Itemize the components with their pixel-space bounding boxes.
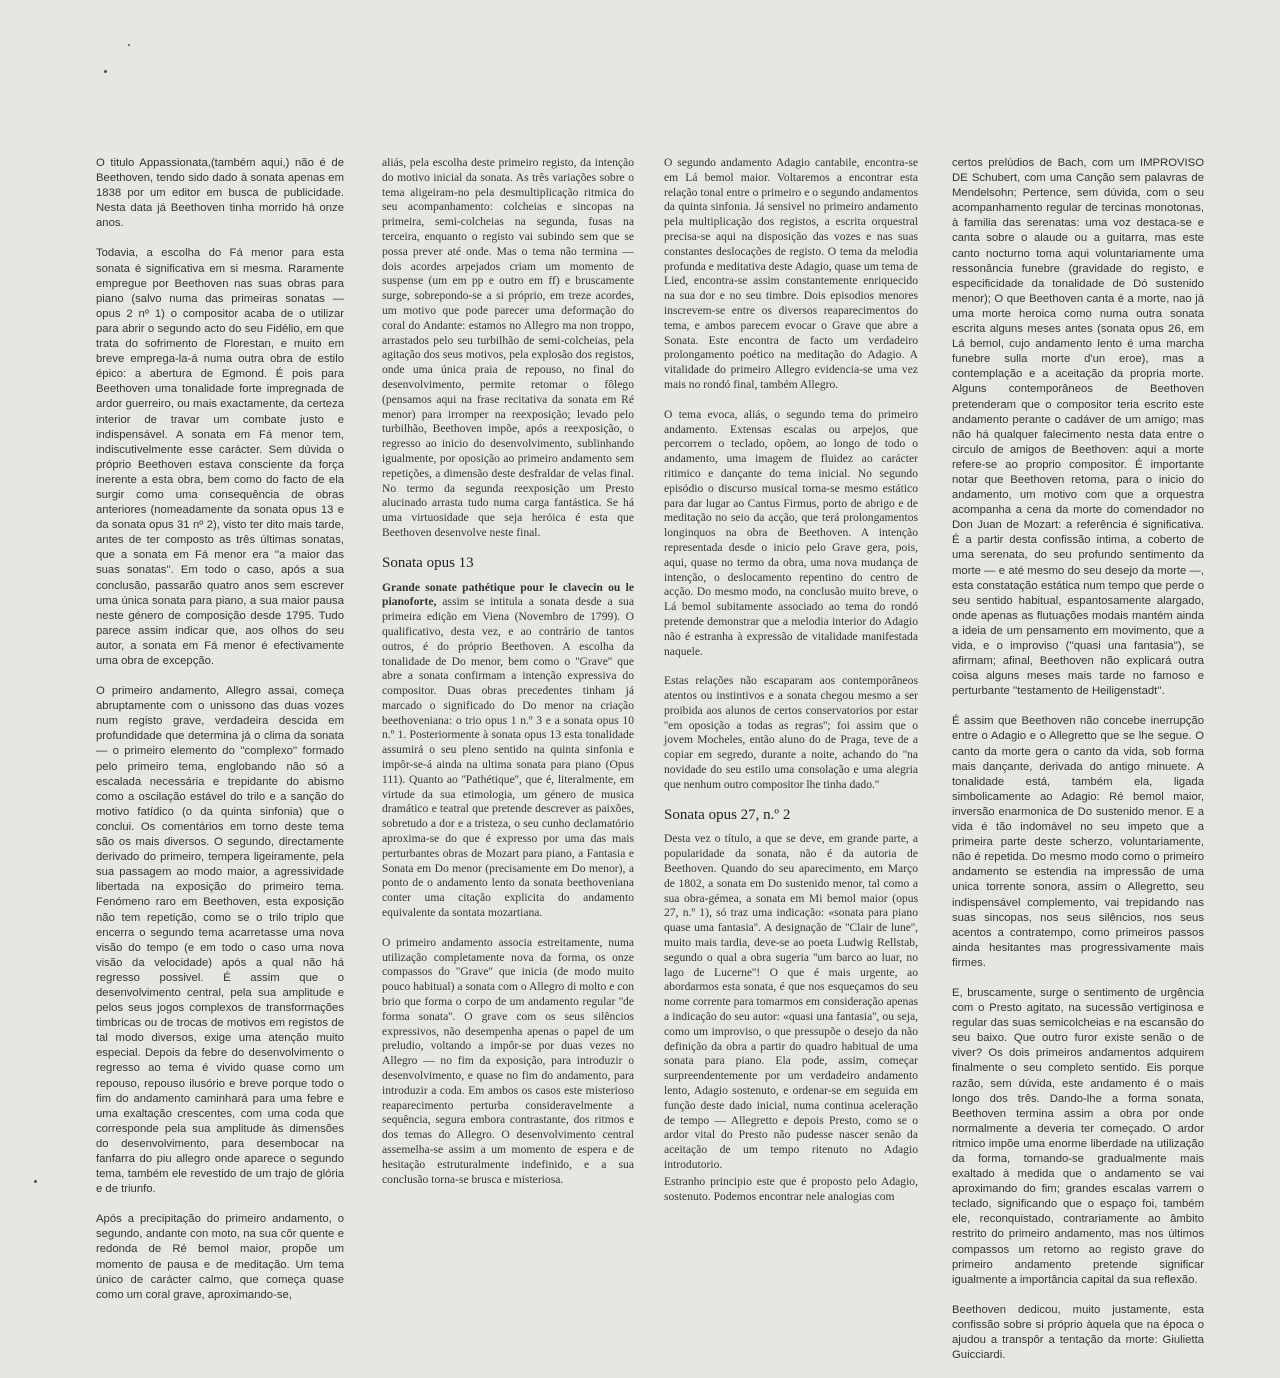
text-column-3 [664, 156, 918, 1219]
paragraph: E, bruscamente, surge o sentimento de urgência com o Presto agitato, na sucessão vertiginosa e regular das suas semicolcheias e na escansão do seu baixo. Que outro furor existe senão o de viver? Os dois primeiros andamentos adquirem finalmente o seu completo sentido. Eis porque razão, sem dúvida, este andamento é o mais longo dos três. Dando-lhe a forma sonata, Beethoven termina assim a obra por onde normalmente a deveria ter começado. O ardor ritmico impõe uma enorme liberdade na utilização da forma, tornando-se gradualmente mais exaltado à medida que o andamento se vai aproximando do fim; grandes escalas varrem o teclado, significando que o espaço foi, também ele, reconquistado, contrariamente ao âmbito restrito do primeiro andamento, mas nos últimos compassos um retorno ao registo grave do primeiro andamento pretende significar igualmente a importância capital da sua reflexão. [952, 986, 1204, 1286]
text-column-1 [96, 156, 344, 1318]
paragraph: certos prelúdios de Bach, com um IMPROVISO DE Schubert, com uma Canção sem palavras de Mendelsohn; Pertence, sem dúvida, com o seu acompanhamento regular de tercinas monotonas, à familia das serenatas: uma voz destaca-se e canta sobre o alaude ou a guitarra, mas este canto nocturno toma aqui voluntariamente uma ressonância funebre (gravidade do registo, e especificidade da tonalidade de Dó sustenido menor); O que Beethoven canta é a morte, nao já uma morte heroica como numa outra sonata escrita alguns meses antes (sonata opus 26, em Lá bemol, cujo andamento lento é uma marcha funebre sulla morte d'un eroe), mas a contemplação e a aceitação da propria morte. Alguns contemporâneos de Beethoven pretenderam que o compositor teria escrito este andamento perante o cadáver de um amigo; mas não há qualquer falecimento nesta data entre o circulo de amigos de Beethoven: aqui a morte refere-se ao proprio compositor. É importante notar que Beethoven retoma, para o inicio do andamento, um motivo com que a orquestra acompanha a cena da morte do comendador no Don Juan de Mozart: a referência é significativa. É a partir desta confissão intima, a coberto de uma serenata, do seu profundo sentimento da morte — e até mesmo do seu desejo da morte —, esta constatação estática num tempo que perde o seu sentido habitual, espantosamente alargado, onde apenas as flutuações modais mantém ainda a ideia de um pensamento em movimento, que a vida, e o improviso (''quasi una fantasia''), se afirmam; afinal, Beethoven não explicará outra coisa alguns meses mais tarde no famoso e perturbante ''testamento de Heiligenstadt''. [952, 157, 1204, 698]
paper-speck [104, 70, 107, 73]
paragraph: Estas relações não escaparam aos contemporâneos atentos ou instintivos e a sonata chegou mesmo a ser proibida aos alunos de certos conservatorios por estar ''em oposição a todas as regras''; foi assim que o jovem Mocheles, então aluno do de Praga, teve de a copiar em segredo, durante a noite, achando do ''na novidade do seu estilo uma consolação e uma alegria que nenhum outro compositor lhe tinha dado.'' [664, 674, 918, 791]
text-column-4 [952, 156, 1204, 1378]
paragraph: Beethoven dedicou, muito justamente, esta confissão sobre si próprio àquela que na época o ajudou a transpôr a tentação da morte: Giulietta Guicciardi. [952, 1303, 1204, 1362]
paragraph: É assim que Beethoven não concebe inerrupção entre o Adagio e o Allegretto que se lhe segue. O canto da morte gera o canto da vida, sob forma mais dançante, derivada do antigo minuete. A tonalidade está, também ela, ligada simbolicamente ao Adagio: Ré bemol maior, inversão enarmonica de Do sustenido menor. E a vida é tão indomável no seu impeto que a primeira parte deste scherzo, voluntariamente, não é repetida. Do mesmo modo como o primeiro andamento se estendia na impressão de uma unica torrente sonora, assim o Allegretto, seu indispensável complemento, vai trepidando nas suas sincopas, nos seus silêncios, nos seus acentos a contratempo, como primeiros passos ainda hesitantes mas progressivamente mais firmes. [952, 715, 1204, 969]
paragraph: aliás, pela escolha deste primeiro registo, da intenção do motivo inicial da sonata. As três variações sobre o tema aligeiram-no pela desmultiplicação ritmica do seu acompanhamento: colcheias e sincopas na primeira, semi-colcheias na segunda, fusas na terceira, enquanto o registo vai subindo sem que se possa prever até onde. Mas o tema não termina — dois acordes arpejados criam um momento de suspense (um em pp e outro em ff) e bruscamente surge, sobrepondo-se a si próprio, em treze acordes, um motivo que pode parecer uma deformação do coral do Andante: estamos no Allegro ma non troppo, arrastados pelo seu turbilhão de semi-colcheias, pela agitação dos seus motivos, pela explosão dos registos, onde uma única praia de repouso, no final do desenvolvimento, permite retomar o fôlego (pensamos aqui na frase recitativa da sonata em Ré menor) para irromper na reexposição; levado pelo turbilhão, Beethoven impõe, após a reexposição, o regresso ao inicio do desenvolvimento, sublinhando igualmente, por oposição ao primeiro andamento sem repetições, a dimensão deste desfraldar de velas final. No termo da segunda reexposição um Presto alucinado arrasta tudo numa carga fantástica. Se há uma virtuosidade que seja heróica é esta que Beethoven desenvolve neste final. [382, 156, 634, 539]
paragraph: Após a precipitação do primeiro andamento, o segundo, andante con moto, na sua côr quente e redonda de Ré bemol maior, propõe um momento de pausa e de meditação. Um tema único de carácter calmo, que começa quase como um coral grave, aproximando-se, [96, 1213, 344, 1301]
paragraph: O titulo Appassionata,(também aqui,) não é de Beethoven, tendo sido dado à sonata apenas em 1838 por um editor em busca de publicidade. Nesta data já Beethoven tinha morrido há onze anos. [96, 157, 344, 230]
paragraph: Estranho principio este que é proposto pelo Adagio, sostenuto. Podemos encontrar nele analogias com [664, 1174, 918, 1203]
paragraph: O tema evoca, aliás, o segundo tema do primeiro andamento. Extensas escalas ou arpejos, que percorrem o teclado, opõem, ao longo de todo o andamento, uma imagem de fluidez ao carácter ritimico e dançante do tema inicial. No segundo episódio o discurso musical torna-se mesmo estático para dar lugar ao Cantus Firmus, porto de abrigo e de meditação no seio da acção, que terá prolongamentos longinquos na obra de Beethoven. A intenção representada desde o inicio pelo Grave gera, pois, aqui, quase no termo da obra, uma nova mudança de intenção, o deslocamento repentino do centro de acção. Do mesmo modo, na conclusão muito breve, o Lá bemol subitamente associado ao tema do rondó pretende demonstrar que a melodia interior do Adagio não é estranha à expressão de vitalidade manifestada naquele. [664, 407, 918, 658]
paragraph: Todavia, a escolha do Fá menor para esta sonata é significativa em si mesma. Raramente empregue por Beethoven nas suas obras para piano (salvo numa das primeiras sonatas — opus 2 nº 1) o compositor acaba de o utilizar para abrir o segundo acto do seu Fidélio, em que trata do sofrimento de Florestan, e muito em breve emprega-la-á numa outra obra de estilo épico: a abertura de Egmond. É pois para Beethoven uma tonalidade forte impregnada de ardor guerreiro, ou mais exactamente, da certeza interior de travar um combate justo e indispensável. A sonata em Fá menor tem, indiscutivelmente esse carácter. Sem dúvida o próprio Beethoven estava consciente da força inerente a esta obra, bem como do facto de ela surgir como uma consequência de obras anteriores (nomeadamente da sonata opus 13 e da sonata opus 31 nº 2), visto ter dito mais tarde, antes de ter composto as três últimas sonatas, que a sonata em Fá menor era ''a maior das suas sonatas''. Em todo o caso, após a sua conclusão, passarão quatro anos sem escrever uma única sonata para piano, a sua maior pausa neste género de composição desde 1795. Tudo parece assim indicar que, aos olhos do seu autor, a sonata em Fá menor é efectivamente uma obra de excepção. [96, 247, 344, 667]
paragraph: Desta vez o título, a que se deve, em grande parte, a popularidade da sonata, não é da autoria de Beethoven. Quando do seu aparecimento, em Março de 1802, a sonata em Do sustenido menor, tal como a sua obra-gémea, a sonata em Mi bemol maior (opus 27, n.º 1), só traz uma indicação: «sonata para piano quase uma fantasia''. A designação de ''Clair de lune'', muito mais tardia, deve-se ao poeta Ludwig Rellstab, segundo o qual a obra sugeria ''um barco ao luar, no lago de Lucerne''! O que é mais urgente, ao abordarmos esta sonata, é que nos esqueçamos do seu nome corrente para tomarmos em consideração apenas a indicação do seu autor: «quasi una fantasia'', ou seja, como um improviso, o que pressupõe o desejo da não definição da obra a partir do quadro habitual de uma sonata para piano. Ela pode, assim, começar surpreendentemente por um verdadeiro andamento lento, Adagio sostenuto, e ordenar-se em seguida em função deste dado inicial, numa continua aceleração de tempo — Allegretto e depois Presto, como se o ardor vital do Presto não pudesse nascer senão da aceitação de um tempo ritenuto no Adagio introdutorio. [664, 832, 918, 1171]
section-heading: Sonata opus 27, n.º 2 [664, 806, 791, 823]
paper-speck [128, 44, 130, 46]
paper-speck [34, 1180, 37, 1183]
paragraph [382, 581, 634, 921]
paragraph: O segundo andamento Adagio cantabile, encontra-se em Lá bemol maior. Voltaremos a encontrar esta relação tonal entre o primeiro e o segundo andamentos da quinta sinfonia. Já sensivel no primeiro andamento pela multiplicação dos registos, a escrita orquestral precisa-se aqui na disposição das vozes e nas suas constantes deslocações de registo. O tema da melodia profunda e meditativa deste Adagio, quase um tema de Lied, encontra-se assim constantemente enriquecido na sua dor e no seu timbre. Dois episodios menores inscrevem-se entre os diversos reaparecimentos do tema, e ambos parecem evocar o Grave que abre a Sonata. Este encontra de facto um verdadeiro prolongamento poético na meditação do Adagio. A vitalidade do primeiro Allegro evidencia-se uma vez mais no rondó final, também Allegro. [664, 156, 919, 391]
paragraph: O primeiro andamento, Allegro assai, começa abruptamente com o unissono das duas vozes num registo grave, verdadeira descida em profundidade que determina já o clima da sonata — o primeiro elemento do ''complexo'' formado pelo primeiro tema, englobando não só a escalada necessária e trepidante do abismo como a oscilação estável do trilo e a sanção do motivo fatídico (o da quinta sinfonia) que o conclui. Os comentários em torno deste tema são os mais diversos. O segundo, directamente derivado do primeiro, tempera ligeiramente, pela sua passagem ao modo maior, a agressividade libertada na exposição do primeiro tema. Fenómeno raro em Beethoven, esta exposição não tem repetição, como se o trilo triplo que encerra o segundo tema acarretasse uma nova visão do tempo (e em todo o caso uma nova visão da velocidade) após a qual não há regresso possivel. É assim que o desenvolvimento central, pela sua amplitude e pelos seus jogos complexos de transformações timbricas ou de trocas de motivos em registos de tal modo diversos, exige uma atenção muito especial. Depois da febre do desenvolvimento o regresso ao tema é vivido quase como um repouso, repouso ilusório e breve porque todo o fim do andamento caminhará para uma febre e uma exaltação crescentes, com uma coda que corresponde pela sua amplitude às dimensões do desenvolvimento, para desembocar na fanfarra do piu allegro onde aparece o segundo tema, também ele revestido de um trajo de glória e de triunfo. [96, 685, 344, 1196]
work-title: Grande sonate pathétique pour le clavecin ou le pianoforte, [382, 580, 634, 609]
paragraph: O primeiro andamento associa estreitamente, numa utilização completamente nova da forma, os onze compassos do ''Grave'' que inicia (de modo muito pouco habitual) a sonata com o Allegro di molto e con brio que forma o corpo de um andamento regular ''de forma sonata''. O grave com os seus silêncios expressivos, não desempenha apenas o papel de um preludio, voltando a impôr-se por duas vezes no Allegro — no fim da exposição, para introduzir o desenvolvimento, e quase no fim do andamento, para introduzir a coda. Em ambos os casos este misterioso reaparecimento perturba consideravelmente a sequência, segura embora contrastante, dos ritmos e dos temas do Allegro. O desenvolvimento central assemelha-se assim a um momento de espera e de hesitação estruturalmente indefinido, e a sua conclusão torna-se brusca e misteriosa. [382, 935, 634, 1186]
section-heading: Sonata opus 13 [382, 554, 474, 571]
text-column-2 [382, 156, 634, 1202]
paragraph-text: assim se intitula a sonata desde a sua primeira edição em Viena (Novembro de 1799). O qualificativo, desta vez, e ao contrário de tantos outros, é do próprio Beethoven. A escolha da tonalidade de Do menor, bem como o ''Grave'' que abre a sonata confirmam a intenção expressiva do compositor. Duas obras precedentes tinham já marcado o significado do Do menor na criação beethoveniana: o trio opus 1 n.º 3 e a sonata opus 10 n.º 1. Posteriormente à sonata opus 13 esta tonalidade assumirá o seu pleno sentido na quinta sinfonia e impôr-se-á ainda na ultima sonata para piano (Opus 111). Quanto ao ''Pathétique'', que é, literalmente, em virtude da sua etimologia, um género de musica dramático e teatral que pretende descrever as paixões, sobretudo a dor e a tristeza, o seu cunho declamatório aproxima-se do que é expresso por uma das mais perturbantes obras de Mozart para piano, a Fantasia e Sonata em Do menor (precisamente em Do menor), a ponto de o andamento lento da sonata beethoveniana conter uma citação explicita do andamento equivalente da sontata mozartiana. [382, 595, 634, 920]
